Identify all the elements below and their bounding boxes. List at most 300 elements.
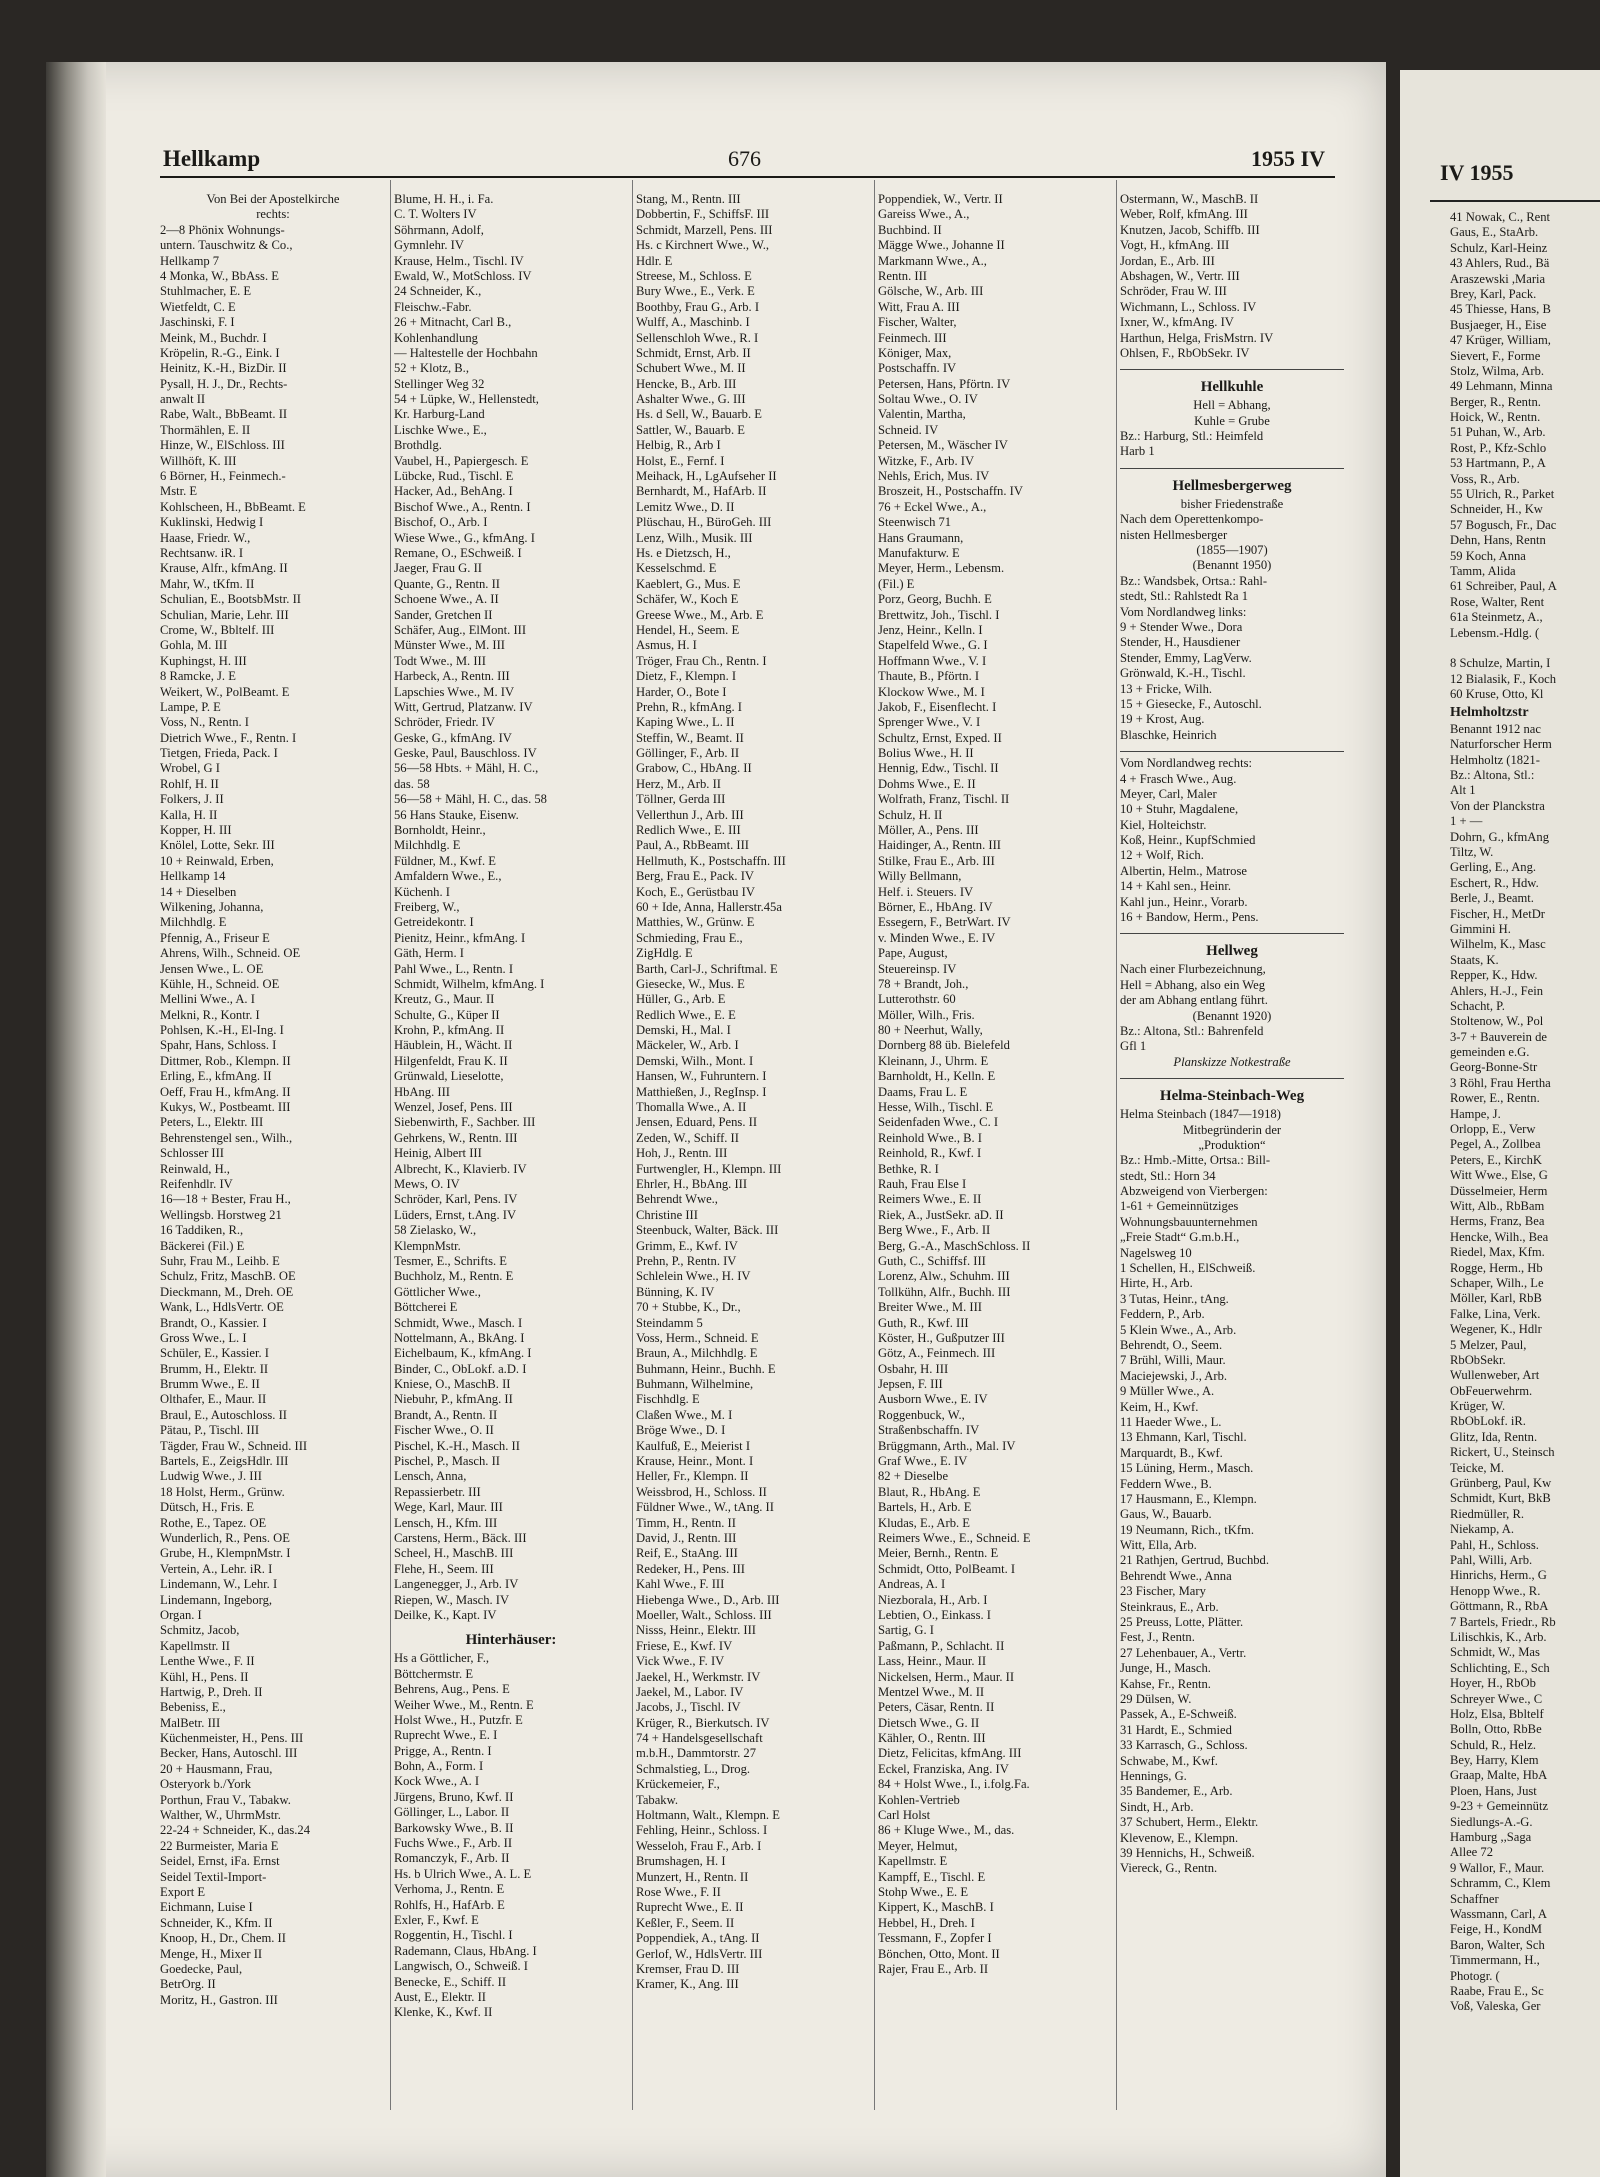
directory-entry: BetrOrg. II [160, 1977, 216, 1992]
directory-entry: 11 Haeder Wwe., L. [1120, 1414, 1222, 1429]
directory-entry: KlempnMstr. [394, 1238, 461, 1253]
directory-entry: Meihack, H., LgAufseher II [636, 469, 777, 484]
directory-entry: Schulian, E., BootsbMstr. II [160, 592, 301, 607]
directory-entry: Jordan, E., Arb. III [1120, 253, 1215, 268]
directory-entry: Tesmer, E., Schrifts. E [394, 1253, 507, 1268]
directory-entry: 61 Schreiber, Paul, A [1450, 579, 1557, 594]
directory-entry: Börner, E., HbAng. IV [878, 899, 993, 914]
directory-entry: Wegener, K., Hdlr [1450, 1322, 1542, 1337]
directory-entry: Grabow, C., HbAng. II [636, 761, 752, 776]
directory-entry: 54 + Lüpke, W., Hellenstedt, [394, 392, 539, 407]
directory-entry: Naturforscher Herm [1450, 737, 1552, 752]
directory-entry: 10 + Stuhr, Magdalene, [1120, 802, 1239, 817]
directory-entry: Kleinann, J., Uhrm. E [878, 1053, 989, 1068]
directory-entry: 9-23 + Gemeinnütz [1450, 1799, 1549, 1814]
directory-entry: Bünning, K. IV [636, 1284, 715, 1299]
directory-entry: Steenwisch 71 [878, 515, 952, 530]
directory-entry: Falke, Lina, Verk. [1450, 1306, 1541, 1321]
directory-entry: 21 Rathjen, Gertrud, Buchbd. [1120, 1553, 1269, 1568]
directory-entry: Göllinger, F., Arb. II [636, 746, 740, 761]
directory-entry: Grönwald, K.-H., Tischl. [1120, 666, 1246, 681]
street-heading: Hinterhäuser: [465, 1632, 557, 1649]
directory-entry: Repper, K., Hdw. [1450, 968, 1538, 983]
directory-entry: Gerlof, W., HdlsVertr. III [636, 1946, 763, 1961]
directory-entry: Meyer, Carl, Maler [1120, 786, 1217, 801]
header-year-volume: 1955 IV [1251, 146, 1325, 171]
directory-entry: Geske, Paul, Bauschloss. IV [394, 746, 537, 761]
directory-entry: 5 Melzer, Paul, [1450, 1337, 1527, 1352]
directory-entry: Hesse, Wilh., Tischl. E [878, 1100, 994, 1115]
directory-entry: Todt Wwe., M. III [394, 653, 486, 668]
directory-entry: der am Abhang entlang führt. [1120, 993, 1268, 1008]
directory-entry: Rechtsanw. iR. I [160, 545, 244, 560]
directory-entry: Kr. Harburg-Land [394, 407, 485, 422]
directory-entry: Tamm, Alida [1450, 563, 1516, 578]
directory-entry: Schüler, E., Kassier. I [160, 1346, 269, 1361]
directory-entry: Rothe, E., Tapez. OE [160, 1515, 267, 1530]
directory-entry: Poppendiek, A., tAng. II [636, 1931, 760, 1946]
directory-entry: Hacker, Ad., BehAng. I [394, 484, 513, 499]
directory-entry: 74 + Handelsgesellschaft [636, 1731, 763, 1746]
directory-entry: Stender, Emmy, LagVerw. [1120, 650, 1252, 665]
directory-entry: 1 + — [1450, 814, 1483, 829]
directory-entry: Hoffmann Wwe., V. I [878, 653, 987, 668]
directory-entry: Ploen, Hans, Just [1450, 1783, 1537, 1798]
directory-entry: Götz, A., Feinmech. III [878, 1346, 996, 1361]
directory-entry: Kramer, K., Ang. III [636, 1977, 739, 1992]
directory-entry: Reif, E., StaAng. III [636, 1546, 738, 1561]
directory-entry: Kopper, H. III [160, 823, 232, 838]
directory-entry: (1855—1907) [1196, 543, 1268, 558]
directory-entry: Steinkraus, E., Arb. [1120, 1599, 1219, 1614]
directory-entry: Hell = Abhang, also ein Weg [1120, 977, 1266, 992]
directory-entry: Kohlen-Vertrieb [878, 1792, 960, 1807]
street-heading: Helma-Steinbach-Weg [1159, 1088, 1305, 1105]
directory-entry: Prehn, R., kfmAng. I [636, 699, 742, 714]
directory-entry: Küchenmeister, H., Pens. III [160, 1731, 304, 1746]
directory-entry: Glitz, Ida, Rentn. [1450, 1429, 1538, 1444]
directory-entry: Kesselschmd. E [636, 561, 717, 576]
directory-entry: Witt, Alb., RbBam [1450, 1199, 1545, 1213]
directory-entry: Weikert, W., PolBeamt. E [160, 684, 290, 699]
directory-entry: Bebeniss, E., [160, 1700, 226, 1715]
directory-entry: Schmidt, Wilhelm, kfmAng. I [394, 976, 545, 991]
directory-entry: Schacht, P. [1450, 998, 1505, 1013]
directory-entry: Suhr, Frau M., Leihb. E [160, 1253, 280, 1268]
directory-entry: Pischel, P., Masch. II [394, 1454, 500, 1469]
directory-entry: Kludas, E., Arb. E [878, 1515, 970, 1530]
directory-entry: Mellini Wwe., A. I [160, 992, 255, 1007]
directory-entry: Witt Wwe., Else, G [1450, 1168, 1548, 1183]
directory-entry: Schaper, Wilh., Le [1450, 1275, 1544, 1290]
directory-entry: Munzert, H., Rentn. II [636, 1869, 749, 1884]
directory-entry: Dornberg 88 üb. Bielefeld [878, 1038, 1010, 1053]
directory-entry: 5 Klein Wwe., A., Arb. [1120, 1322, 1237, 1337]
directory-entry: Hiebenga Wwe., D., Arb. III [636, 1592, 780, 1607]
directory-entry: Nach einer Flurbezeichnung, [1120, 962, 1266, 977]
directory-entry: Pape, August, [878, 946, 948, 961]
directory-entry: Hennings, G. [1120, 1768, 1187, 1783]
directory-entry: Helmholtz (1821- [1450, 752, 1540, 767]
directory-entry: Rost, P., Kfz-Schlo [1450, 440, 1547, 455]
directory-entry: Plüschau, H., BüroGeh. III [636, 515, 772, 530]
directory-entry: 82 + Dieselbe [878, 1469, 949, 1484]
directory-entry: 61a Steinmetz, A., [1450, 610, 1543, 625]
directory-entry: Schröder, Karl, Pens. IV [394, 1192, 518, 1207]
directory-entry: Brumm, H., Elektr. II [160, 1361, 269, 1376]
directory-entry: Tröger, Frau Ch., Rentn. I [636, 653, 767, 668]
directory-entry: Hüller, G., Arb. E [636, 992, 726, 1007]
directory-entry: Keßler, F., Seem. II [636, 1915, 735, 1930]
directory-entry: Nagelsweg 10 [1120, 1245, 1192, 1260]
directory-entry: Export E [160, 1884, 206, 1899]
column-divider [390, 180, 391, 2110]
directory-entry: Von der Planckstra [1450, 798, 1545, 813]
directory-entry: nisten Hellmesberger [1120, 527, 1228, 542]
directory-entry: Ruprecht Wwe., E. II [636, 1900, 744, 1915]
directory-entry: (Fil.) E [878, 576, 915, 591]
directory-entry: Kähler, O., Rentn. III [878, 1731, 986, 1746]
directory-entry: 24 Schneider, K., [394, 284, 482, 299]
directory-entry: Tägder, Frau W., Schneid. III [160, 1438, 308, 1453]
directory-entry: Grünberg, Paul, Kw [1450, 1476, 1552, 1491]
directory-entry: 16 Taddiken, R., [160, 1223, 244, 1238]
section-separator [1120, 925, 1344, 934]
directory-entry: Moritz, H., Gastron. III [160, 1992, 278, 2007]
directory-entry: Lebtien, O., Einkass. I [878, 1607, 991, 1622]
directory-entry: Bäckerei (Fil.) E [160, 1238, 245, 1253]
directory-entry: Steenbuck, Walter, Bäck. III [636, 1223, 779, 1238]
directory-entry: Lindemann, W., Lehr. I [160, 1577, 278, 1592]
directory-entry: Claßen Wwe., M. I [636, 1407, 733, 1422]
directory-entry: Poppendiek, W., Vertr. II [878, 192, 1003, 206]
directory-entry: Fuchs Wwe., F., Arb. II [394, 1836, 513, 1851]
directory-entry: 70 + Stubbe, K., Dr., [636, 1300, 741, 1315]
directory-entry: Hebbel, H., Dreh. I [878, 1915, 975, 1930]
directory-entry: Passek, A., E-Schweiß. [1120, 1707, 1237, 1722]
directory-entry: Nickelsen, Herm., Maur. II [878, 1669, 1015, 1684]
directory-entry: Quante, G., Rentn. II [394, 576, 500, 591]
directory-entry: Helbig, R., Arb I [636, 438, 721, 453]
directory-entry: Petersen, M., Wäscher IV [878, 438, 1008, 453]
directory-entry: Bischof, O., Arb. I [394, 515, 488, 530]
directory-entry: Redeker, H., Pens. III [636, 1561, 745, 1576]
directory-entry: Voß, Valeska, Ger [1450, 1999, 1541, 2014]
directory-entry: Schultz, Ernst, Exped. II [878, 730, 1002, 745]
directory-entry: Bischof Wwe., A., Rentn. I [394, 499, 531, 514]
directory-entry: Barth, Carl-J., Schriftmal. E [636, 961, 778, 976]
directory-entry: Timm, H., Rentn. II [636, 1515, 736, 1530]
directory-entry: Harb 1 [1120, 444, 1155, 459]
directory-entry: Peters, L., Elektr. III [160, 1115, 264, 1130]
directory-entry: Holst, E., Fernf. I [636, 453, 725, 468]
directory-entry: Bohn, A., Form. I [394, 1759, 484, 1774]
directory-entry: Kuphingst, H. III [160, 653, 247, 668]
directory-entry: 56 Hans Stauke, Eisenw. [394, 807, 519, 822]
directory-entry: Buhmann, Heinr., Buchh. E [636, 1361, 776, 1376]
column-divider [632, 180, 633, 2110]
street-heading: Helmholtzstr [1450, 704, 1529, 720]
directory-entry: stedt, Stl.: Rahlstedt Ra 1 [1120, 589, 1249, 604]
directory-entry: Reinhold, R., Kwf. I [878, 1146, 982, 1161]
directory-entry: Schmalstieg, L., Drog. [636, 1761, 751, 1776]
directory-entry: Fest, J., Rentn. [1120, 1630, 1195, 1645]
directory-entry: Hilgenfeldt, Frau K. II [394, 1053, 508, 1068]
directory-entry: Wellingsb. Horstweg 21 [160, 1207, 282, 1222]
directory-entry: Dohms Wwe., E. II [878, 776, 976, 791]
directory-entry: ZigHdlg. E [636, 946, 693, 961]
directory-entry: Tollkühn, Alfr., Buchh. III [878, 1284, 1011, 1299]
directory-entry: 12 + Wolf, Rich. [1120, 848, 1204, 863]
directory-entry: Köster, H., Gußputzer III [878, 1330, 1005, 1345]
directory-entry: 53 Hartmann, P., A [1450, 456, 1546, 471]
directory-entry: 2—8 Phönix Wohnungs- [160, 222, 285, 237]
directory-entry: Pfennig, A., Friseur E [160, 930, 270, 945]
directory-entry: 7 Brühl, Willi, Maur. [1120, 1353, 1226, 1368]
directory-entry: Möller, Wilh., Fris. [878, 1007, 975, 1022]
directory-entry: Stoltenow, W., Pol [1450, 1014, 1544, 1029]
directory-entry: 10 + Reinwald, Erben, [160, 853, 274, 868]
directory-entry: stedt, Stl.: Horn 34 [1120, 1168, 1216, 1183]
directory-entry: Schulte, G., Küper II [394, 1007, 500, 1022]
directory-entry: 12 Bialasik, F., Koch [1450, 671, 1557, 686]
page-header [163, 146, 1333, 176]
directory-entry: Bornholdt, Heinr., [394, 823, 486, 838]
directory-entry: 52 + Klotz, B., [394, 361, 469, 376]
directory-entry: Eschert, R., Hdw. [1450, 875, 1539, 890]
directory-entry: Bernhardt, M., HafArb. II [636, 484, 767, 499]
directory-entry: Meyer, Helmut, [878, 1838, 958, 1853]
directory-entry: Dehn, Hans, Rentn [1450, 533, 1546, 548]
directory-entry: 55 Ulrich, R., Parket [1450, 487, 1555, 502]
directory-entry: Lemitz Wwe., D. II [636, 499, 735, 514]
directory-entry: Blume, H. H., i. Fa. [394, 192, 494, 206]
directory-entry: Amfaldern Wwe., E., [394, 869, 502, 884]
directory-entry: Rohlfs, H., HafArb. E [394, 1897, 505, 1912]
directory-entry: Möller, Karl, RbB [1450, 1291, 1542, 1306]
directory-entry: Allee 72 [1450, 1845, 1494, 1860]
directory-entry: Behrendt Wwe., Anna [1120, 1568, 1232, 1583]
directory-entry: Schubert Wwe., M. II [636, 361, 746, 376]
directory-entry: Hs a Göttlicher, F., [394, 1651, 490, 1666]
directory-entry: 33 Karrasch, G., Schloss. [1120, 1738, 1248, 1753]
directory-entry [1450, 641, 1600, 656]
directory-entry: Bolius Wwe., H. II [878, 746, 974, 761]
directory-entry: Jaschinski, F. I [160, 315, 235, 330]
directory-entry: Fleischw.-Fabr. [394, 299, 472, 314]
directory-entry: Dobbertin, F., SchiffsF. III [636, 207, 770, 222]
directory-entry: Porthun, Frau V., Tabakw. [160, 1792, 291, 1807]
directory-entry: 9 + Stender Wwe., Dora [1120, 619, 1243, 634]
directory-entry: Mews, O. IV [394, 1177, 460, 1191]
directory-entry: Schmidt, Wwe., Masch. I [394, 1315, 523, 1330]
directory-entry: Knoop, H., Dr., Chem. II [160, 1931, 286, 1946]
directory-entry: Eichelbaum, K., kfmAng. I [394, 1346, 532, 1361]
directory-entry: Füldner Wwe., W., tAng. II [636, 1500, 774, 1515]
directory-entry: 8 Ramcke, J. E [160, 669, 236, 684]
directory-entry: Lorenz, Alw., Schuhm. III [878, 1269, 1010, 1284]
directory-entry: Göttlicher Wwe., [394, 1284, 481, 1299]
directory-entry: Bz.: Harburg, Stl.: Heimfeld [1120, 429, 1264, 444]
directory-entry: Harthun, Helga, FrisMstrn. IV [1120, 330, 1274, 345]
directory-entry: Klockow Wwe., M. I [878, 684, 985, 699]
directory-entry: Riedel, Max, Kfm. [1450, 1245, 1545, 1260]
directory-entry: Thomalla Wwe., A. II [636, 1100, 747, 1115]
directory-entry: Vom Nordlandweg rechts: [1120, 756, 1252, 771]
directory-entry: Wiese Wwe., G., kfmAng. I [394, 530, 535, 545]
directory-entry: Junge, H., Masch. [1120, 1661, 1211, 1676]
directory-entry: Krüger, W. [1450, 1399, 1506, 1414]
directory-entry: Schuld, R., Helz. [1450, 1737, 1537, 1752]
directory-entry: Ostermann, W., MaschB. II [1120, 192, 1259, 206]
directory-entry: Berle, J., Beamt. [1450, 891, 1534, 906]
directory-entry: Oeff, Frau H., kfmAng. II [160, 1084, 291, 1099]
directory-entry: Paul, A., RbBeamt. III [636, 838, 749, 853]
directory-entry: Gross Wwe., L. I [160, 1330, 247, 1345]
directory-entry: Markmann Wwe., A., [878, 253, 987, 268]
directory-entry: 80 + Neerhut, Wally, [878, 1023, 983, 1038]
directory-entry: Vom Nordlandweg links: [1120, 604, 1247, 619]
directory-entry: Wietfeldt, C. E [160, 299, 236, 314]
directory-entry: Peters, Cäsar, Rentn. II [878, 1700, 995, 1715]
directory-entry: Kiel, Holteichstr. [1120, 817, 1207, 832]
directory-entry: 84 + Holst Wwe., I., i.folg.Fa. [878, 1777, 1030, 1792]
directory-entry: Vellerthun J., Arb. III [636, 807, 744, 822]
directory-entry: Hinze, W., ElSchloss. III [160, 438, 285, 453]
directory-entry: Brumm Wwe., E. II [160, 1377, 260, 1392]
directory-entry: Wullenweber, Art [1450, 1368, 1540, 1383]
directory-entry: Feddern Wwe., B. [1120, 1476, 1212, 1491]
directory-entry: Hampe, J. [1450, 1106, 1501, 1121]
directory-entry: Sindt, H., Arb. [1120, 1799, 1194, 1814]
directory-entry: Postschaffn. IV [878, 361, 957, 376]
directory-entry: Straßenbschaffn. IV [878, 1423, 980, 1438]
directory-entry: Wulff, A., Maschinb. I [636, 315, 750, 330]
directory-entry: Steuereinsp. IV [878, 961, 957, 976]
directory-entry: Blaschke, Heinrich [1120, 727, 1217, 742]
directory-entry: Jakob, F., Eisenflecht. I [878, 699, 997, 714]
directory-entry: Ehrler, H., BbAng. III [636, 1177, 748, 1191]
directory-entry: Gohla, M. III [160, 638, 228, 653]
directory-entry: Sievert, F., Forme [1450, 348, 1541, 363]
directory-entry: Pischel, K.-H., Masch. II [394, 1438, 520, 1453]
directory-entry: Barkowsky Wwe., B. II [394, 1820, 514, 1835]
directory-entry: Getreidekontr. I [394, 915, 474, 930]
directory-entry: Bz.: Altona, Stl.: Bahrenfeld [1120, 1023, 1264, 1038]
directory-entry: Vogt, H., kfmAng. III [1120, 238, 1230, 253]
directory-entry: Vertein, A., Lehr. iR. I [160, 1561, 273, 1576]
directory-entry: Sattler, W., Bauarb. E [636, 422, 745, 437]
directory-entry: Thaute, B., Pförtn. I [878, 669, 980, 684]
directory-entry: Albrecht, K., Klavierb. IV [394, 1161, 527, 1176]
directory-entry: Schulz, Karl-Heinz [1450, 240, 1548, 255]
directory-entry: Mstr. E [160, 484, 198, 499]
directory-entry: Pahl, Willi, Arb. [1450, 1552, 1533, 1567]
directory-entry: Carl Holst [878, 1808, 931, 1823]
directory-entry: Marquardt, B., Kwf. [1120, 1445, 1223, 1460]
directory-entry: Willhöft, K. III [160, 453, 237, 468]
directory-entry: Kreutz, G., Maur. II [394, 992, 495, 1007]
section-separator [1120, 1070, 1344, 1079]
directory-entry: Demski, H., Mal. I [636, 1023, 731, 1038]
directory-entry: Behrens, Aug., Pens. E [394, 1682, 510, 1697]
directory-entry: Münster Wwe., M. III [394, 638, 505, 653]
directory-entry: Buhmann, Wilhelmine, [636, 1377, 754, 1392]
directory-entry: „Freie Stadt“ G.m.b.H., [1120, 1230, 1240, 1245]
directory-entry: Voss, Herm., Schneid. E [636, 1330, 759, 1345]
directory-entry: Sprenger Wwe., V. I [878, 715, 981, 730]
directory-entry: 4 Monka, W., BbAss. E [160, 268, 279, 283]
directory-entry: Möller, A., Pens. III [878, 823, 979, 838]
directory-entry: RbObLokf. iR. [1450, 1414, 1526, 1429]
directory-entry: (Benannt 1950) [1192, 558, 1272, 573]
directory-entry: Hdlr. E [636, 253, 673, 268]
directory-entry: Hs. e Dietzsch, H., [636, 545, 731, 560]
directory-entry: Weber, Rolf, kfmAng. III [1120, 207, 1248, 222]
directory-entry: 17 Hausmann, E., Klempn. [1120, 1491, 1257, 1506]
directory-entry: Hs. b Ulrich Wwe., A. L. E [394, 1866, 532, 1881]
directory-entry: Rajer, Frau E., Arb. II [878, 1961, 989, 1976]
directory-entry: Eichmann, Luise I [160, 1900, 253, 1915]
directory-entry: Kremser, Frau D. III [636, 1961, 740, 1976]
directory-entry: 3 Tutas, Heinr., tAng. [1120, 1291, 1229, 1306]
directory-entry: 27 Lehenbauer, A., Vertr. [1120, 1645, 1247, 1660]
directory-entry: Buchholz, M., Rentn. E [394, 1269, 514, 1284]
directory-entry: Osteryork b./York [160, 1777, 252, 1792]
directory-entry: 9 Wallor, F., Maur. [1450, 1860, 1545, 1875]
directory-entry: Kahse, Fr., Rentn. [1120, 1676, 1211, 1691]
directory-entry: Söhrmann, Adolf, [394, 222, 484, 237]
directory-entry: Schmieding, Frau E., [636, 930, 743, 945]
directory-entry: Böttcherei E [394, 1300, 458, 1315]
directory-entry: Kohlenhandlung [394, 330, 478, 345]
directory-entry: Lensch, Anna, [394, 1469, 467, 1484]
directory-entry: Sander, Gretchen II [394, 607, 493, 622]
directory-entry: Gehrkens, W., Rentn. III [394, 1130, 518, 1145]
directory-entry: Reimers Wwe., E., Schneid. E [878, 1530, 1031, 1545]
directory-entry: — Haltestelle der Hochbahn [394, 345, 538, 360]
directory-entry: Repassierbetr. III [394, 1484, 481, 1499]
directory-entry: Berger, R., Rentn. [1450, 394, 1541, 409]
directory-entry: Maciejewski, J., Arb. [1120, 1368, 1228, 1383]
directory-entry: Kalla, H. II [160, 807, 218, 822]
directory-entry: Walther, W., UhrmMstr. [160, 1808, 281, 1823]
directory-entry: Stender, H., Hausdiener [1120, 635, 1241, 650]
directory-entry: Petersen, Hans, Pförtn. IV [878, 376, 1011, 391]
directory-entry: Zeden, W., Schiff. II [636, 1130, 739, 1145]
header-rule [160, 176, 1335, 178]
directory-entry: Hellkamp 7 [160, 253, 220, 268]
directory-entry: Steffin, W., Beamt. II [636, 730, 744, 745]
directory-entry: Keim, H., Kwf. [1120, 1399, 1199, 1414]
directory-entry: 49 Lehmann, Minna [1450, 379, 1553, 394]
directory-entry: Jensen Wwe., L. OE [160, 961, 264, 976]
directory-entry: Planskizze Notkestraße [1173, 1054, 1291, 1069]
directory-column-5 [1120, 192, 1344, 2112]
directory-entry: Lebensm.-Hdlg. ( [1450, 625, 1540, 640]
directory-entry: Grube, H., KlempnMstr. I [160, 1546, 291, 1561]
directory-entry: Olthafer, E., Maur. II [160, 1392, 267, 1407]
directory-entry: Berg Wwe., F., Arb. II [878, 1223, 991, 1238]
directory-entry: Demski, Wilh., Mont. I [636, 1053, 754, 1068]
directory-entry: Lübcke, Rud., Tischl. E [394, 469, 514, 484]
street-heading: Hellweg [1206, 943, 1258, 960]
directory-entry: Lilischkis, K., Arb. [1450, 1629, 1547, 1644]
directory-entry: Carstens, Herm., Bäck. III [394, 1530, 527, 1545]
directory-entry: Reimers Wwe., E. II [878, 1192, 982, 1207]
directory-entry: 29 Dülsen, W. [1120, 1691, 1192, 1706]
directory-entry: MalBetr. III [160, 1715, 221, 1730]
